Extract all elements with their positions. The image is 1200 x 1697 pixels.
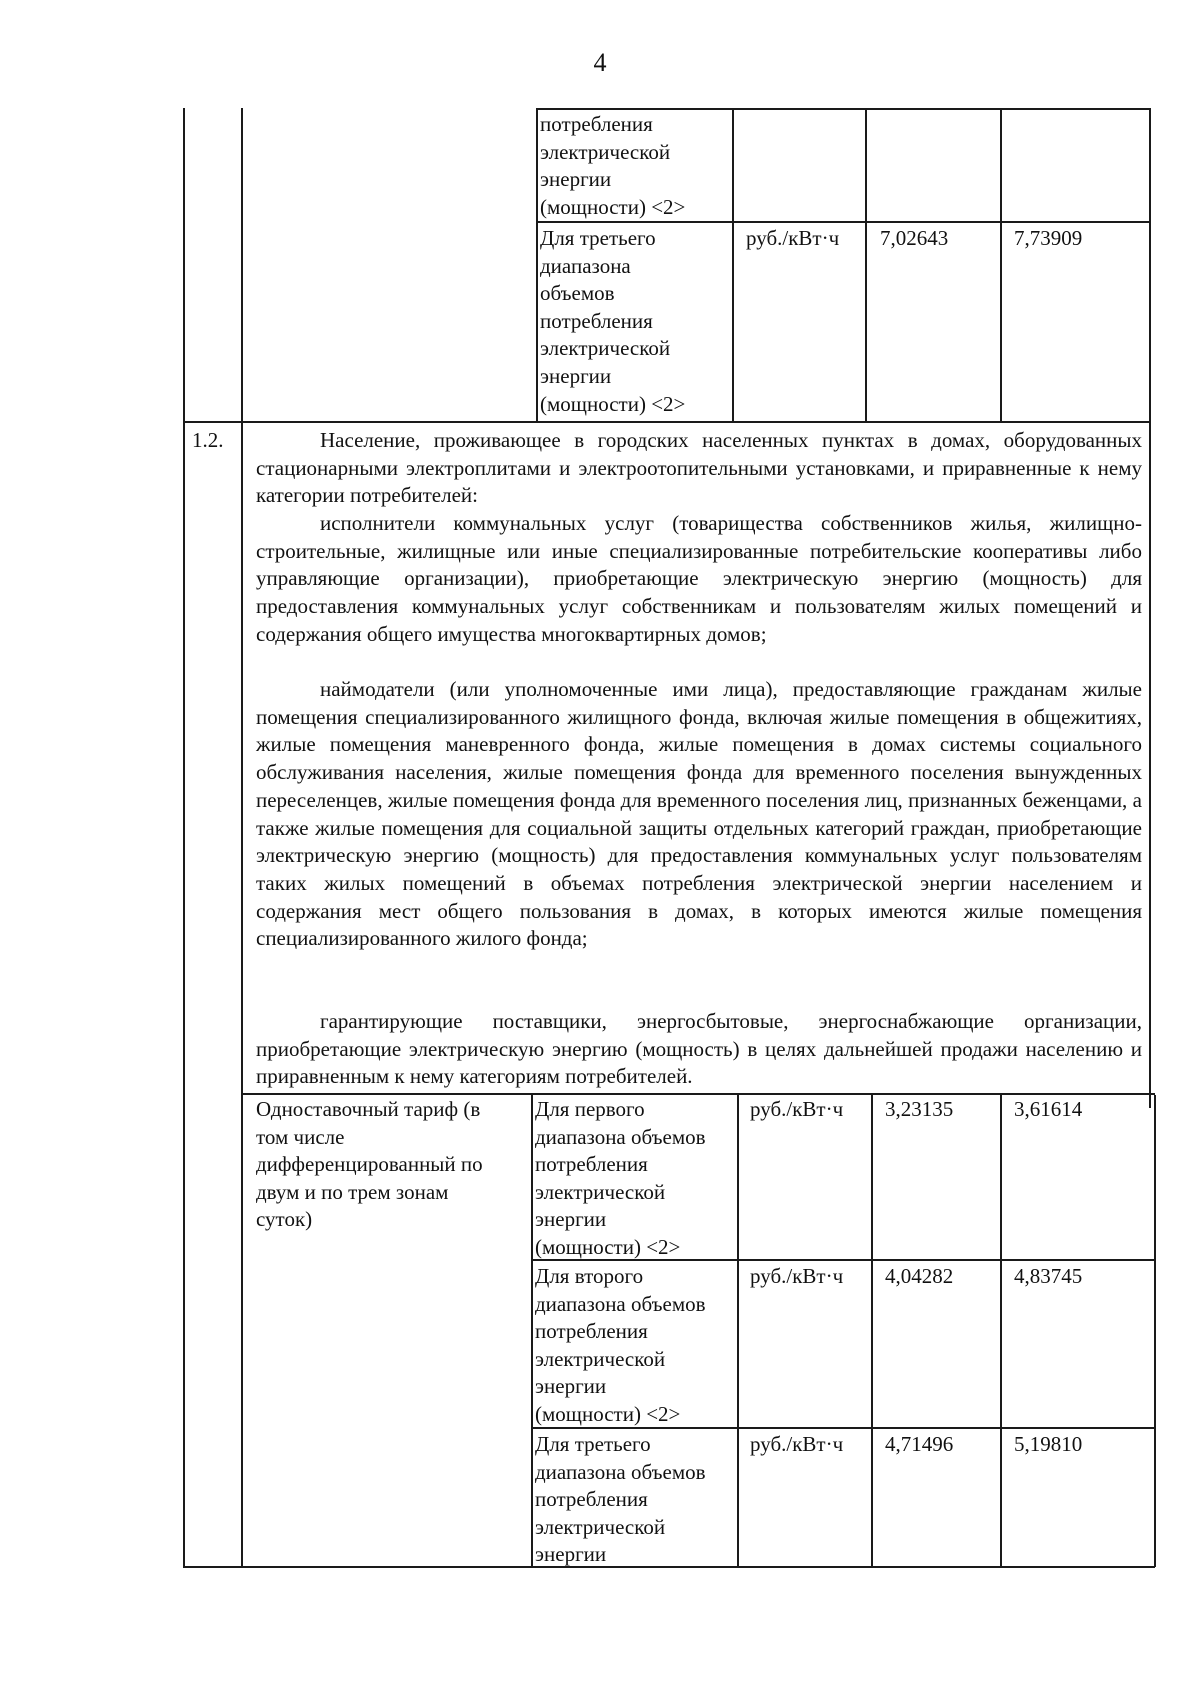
- range-cell-first: Для первого диапазона объемов потребления электрической энергии (мощности) <2>: [535, 1097, 706, 1259]
- range-cell-continuation: потребления электрической энергии (мощности) <2>: [540, 112, 686, 219]
- section-1-2-text-bottom: [241, 1093, 1155, 1095]
- table-border-left: [183, 108, 185, 1568]
- value1-cell-first: 3,23135: [885, 1097, 954, 1121]
- tariff-name: Одноставочный тариф (в том числе дифференцированный по двум и по трем зонам суток): [256, 1097, 483, 1232]
- unit-cell-third: руб./кВт·ч: [746, 226, 840, 250]
- paragraph-landlords: наймодатели (или уполномоченные ими лица), предоставляющие гражданам жилые помещения специализированного жилищного фонда, включая жилые помещения в общежитиях, жилые помещения маневренного фонда, жилые помещения в домах системы социального обслуживания населения, жилые помещения фонда для временного поселения вынужденных переселенцев, жилые помещения фонда для временного поселения лиц, признанных беженцами, а также жилые помещения для социальной защиты отдельных категорий граждан, приобретающие электрическую энергию (мощность) для предоставления коммунальных услуг пользователям таких жилых помещений в объемах потребления электрической энергии населением и содержания мест общего пользования в домах, в которых имеются жилые помещения специализированного жилого фонда;: [256, 677, 1142, 951]
- range-cell-third: Для третьего диапазона объемов потребления электрической энергии (мощности) <2>: [540, 226, 686, 416]
- range-cell-second: Для второго диапазона объемов потребления электрической энергии (мощности) <2>: [535, 1264, 706, 1426]
- table-border-col1: [241, 108, 243, 1568]
- table-border-right-bottom: [1154, 1095, 1156, 1567]
- grid-col-value2-bottom: [1000, 1093, 1002, 1567]
- grid-col-unit-bottom: [737, 1093, 739, 1567]
- paragraph-suppliers: гарантирующие поставщики, энергосбытовые, энергоснабжающие организации, приобретающие электрическую энергию (мощность) в целях дальнейшей продажи населению и приравненным к нему категориям потребителей.: [256, 1009, 1142, 1089]
- section-1-2-top: [183, 421, 1150, 423]
- paragraph-utility-providers: исполнители коммунальных услуг (товарищества собственников жилья, жилищно-строительные, жилищные или иные специализированные потребительские кооперативы либо управляющие организации), приобретающие электрическую энергию (мощность) для предоставления коммунальных услуг собственникам и пользователям жилых помещений и содержания общего имущества многоквартирных домов;: [256, 511, 1142, 646]
- grid-col-range-top: [536, 108, 538, 423]
- grid-row-top: [536, 108, 1150, 110]
- value2-cell-first: 3,61614: [1014, 1097, 1083, 1121]
- section-number: 1.2.: [192, 428, 224, 452]
- grid-col-range-bottom: [531, 1093, 533, 1567]
- table-border-right-top: [1149, 108, 1151, 1108]
- value1-cell-third: 7,02643: [880, 226, 949, 250]
- unit-cell-second: руб./кВт·ч: [750, 1264, 844, 1288]
- unit-cell-third-bottom: руб./кВт·ч: [750, 1432, 844, 1456]
- value2-cell-third: 7,73909: [1014, 226, 1083, 250]
- grid-col-value2-top: [1000, 108, 1002, 423]
- unit-cell-first: руб./кВт·ч: [750, 1097, 844, 1121]
- paragraph-population: Население, проживающее в городских населенных пунктах в домах, оборудованных стационарными электроплитами и электроотопительными установками, и приравненные к нему категории потребителей:: [256, 428, 1142, 508]
- page-number: 4: [593, 48, 607, 77]
- grid-col-value1-top: [865, 108, 867, 423]
- value2-cell-third-bottom: 5,19810: [1014, 1432, 1083, 1456]
- range-cell-third-bottom: Для третьего диапазона объемов потребления электрической энергии: [535, 1432, 706, 1567]
- value2-cell-second: 4,83745: [1014, 1264, 1083, 1288]
- grid-col-unit-top: [732, 108, 734, 423]
- value1-cell-second: 4,04282: [885, 1264, 954, 1288]
- grid-col-value1-bottom: [871, 1093, 873, 1567]
- value1-cell-third-bottom: 4,71496: [885, 1432, 954, 1456]
